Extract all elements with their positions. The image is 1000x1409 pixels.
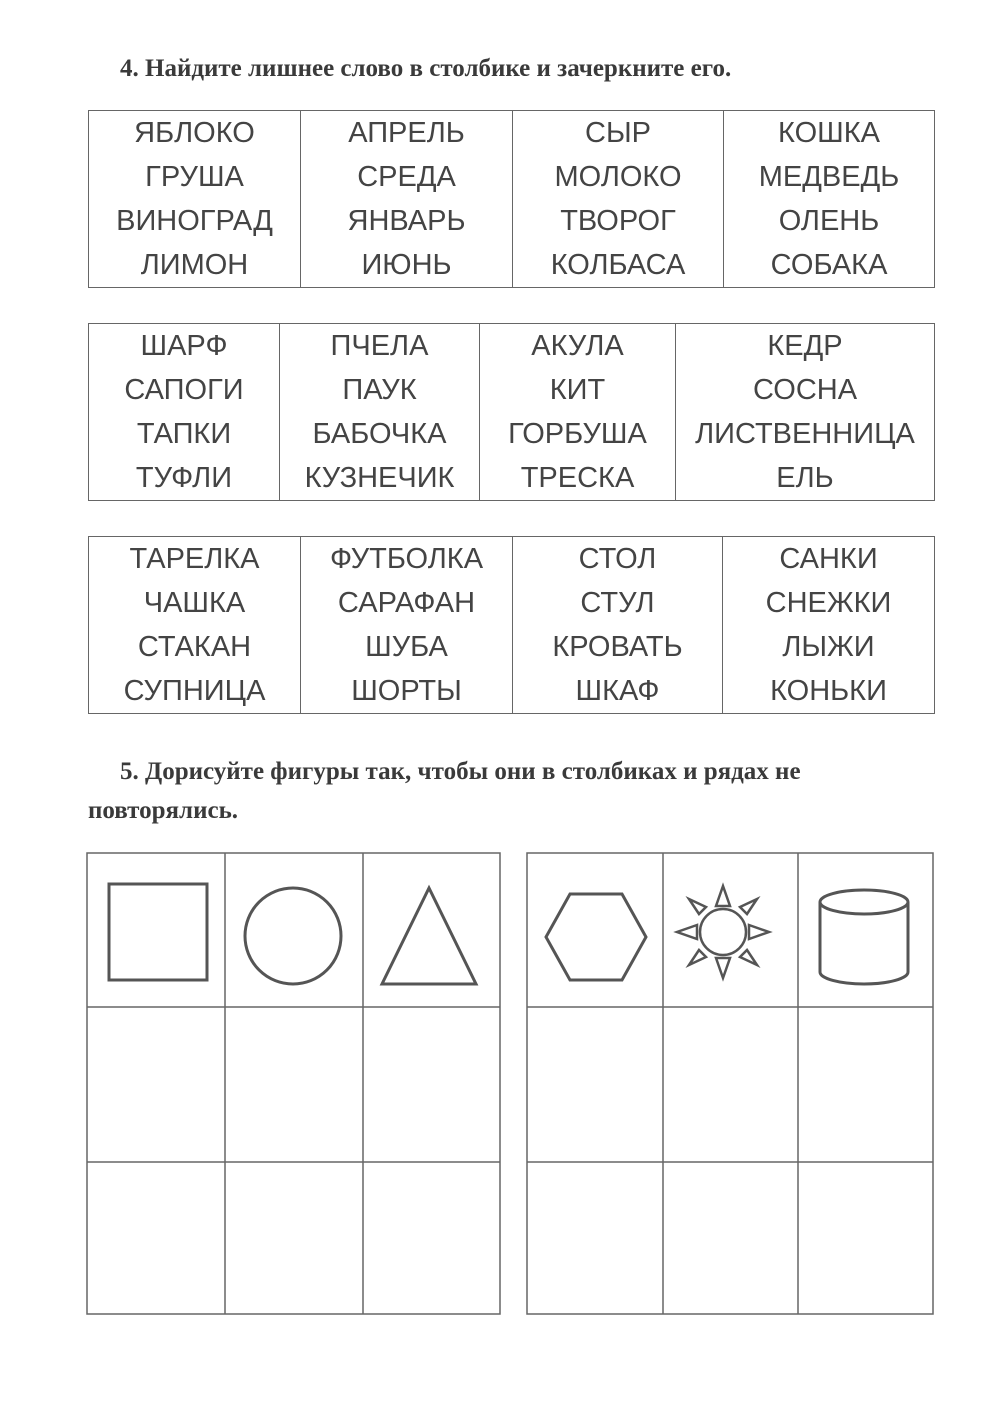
answer-cell[interactable] xyxy=(798,1162,933,1314)
word-item[interactable]: ИЮНЬ xyxy=(361,249,452,281)
word-column xyxy=(280,324,480,501)
answer-cell[interactable] xyxy=(87,1007,225,1162)
answer-cell[interactable] xyxy=(87,1162,225,1314)
word-item[interactable]: СОБАКА xyxy=(770,249,888,281)
circle-icon xyxy=(245,888,341,984)
task-4-title: 4. Найдите лишнее слово в столбике и зачеркните его. xyxy=(120,55,732,82)
word-item[interactable]: ТУФЛИ xyxy=(135,462,233,494)
word-item[interactable]: ТВОРОГ xyxy=(560,205,676,237)
answer-cell[interactable] xyxy=(363,1007,500,1162)
word-item[interactable]: КРОВАТЬ xyxy=(552,631,683,663)
word-item[interactable]: ШУБА xyxy=(365,631,448,663)
shape-grid-left xyxy=(86,852,502,1316)
word-item[interactable]: ТАРЕЛКА xyxy=(129,543,260,575)
word-item[interactable]: ЧАШКА xyxy=(143,587,246,619)
word-item[interactable]: ШКАФ xyxy=(575,675,660,707)
word-item[interactable]: КОЛБАСА xyxy=(550,249,686,281)
word-table-1 xyxy=(88,110,935,288)
word-table-2 xyxy=(88,323,935,501)
word-item[interactable]: ПАУК xyxy=(342,374,417,406)
square-icon xyxy=(109,884,207,980)
word-item[interactable]: САНКИ xyxy=(779,543,878,575)
word-item[interactable]: ФУТБОЛКА xyxy=(329,543,484,575)
answer-cell[interactable] xyxy=(225,1162,363,1314)
word-table-3 xyxy=(88,536,935,714)
answer-cell[interactable] xyxy=(225,1007,363,1162)
word-item[interactable]: ЛИСТВЕННИЦА xyxy=(695,418,915,450)
hexagon-icon xyxy=(546,894,646,980)
word-item[interactable]: ВИНОГРАД xyxy=(116,205,273,237)
word-item[interactable]: СРЕДА xyxy=(357,161,456,193)
word-column xyxy=(513,537,723,714)
answer-cell[interactable] xyxy=(798,1007,933,1162)
word-item[interactable]: ЛИМОН xyxy=(140,249,249,281)
shape-grid-right xyxy=(526,852,936,1316)
word-item[interactable]: ГРУША xyxy=(145,161,244,193)
word-item[interactable]: КУЗНЕЧИК xyxy=(304,462,455,494)
word-item[interactable]: ЯНВАРЬ xyxy=(347,205,466,237)
word-item[interactable]: АКУЛА xyxy=(531,330,624,362)
word-item[interactable]: СТАКАН xyxy=(137,631,252,663)
task-5-title: 5. Дорисуйте фигуры так, чтобы они в столбиках и рядах не повторялись. xyxy=(88,758,801,824)
word-column xyxy=(301,537,513,714)
word-column xyxy=(724,111,935,288)
word-item[interactable]: КЕДР xyxy=(767,330,843,362)
word-item[interactable]: БАБОЧКА xyxy=(312,418,447,450)
word-column xyxy=(301,111,513,288)
word-item[interactable]: КОШКА xyxy=(778,117,880,149)
word-item[interactable]: СЫР xyxy=(585,117,651,149)
word-item[interactable]: ЛЫЖИ xyxy=(782,631,875,663)
word-column xyxy=(480,324,676,501)
word-column xyxy=(89,111,301,288)
word-item[interactable]: КОНЬКИ xyxy=(770,675,887,707)
word-item[interactable]: АПРЕЛЬ xyxy=(348,117,465,149)
word-item[interactable]: ТАПКИ xyxy=(136,418,232,450)
word-item[interactable]: САРАФАН xyxy=(337,587,476,619)
answer-cell[interactable] xyxy=(663,1162,798,1314)
word-item[interactable]: КИТ xyxy=(549,374,606,406)
word-item[interactable]: ЯБЛОКО xyxy=(134,117,255,149)
word-column xyxy=(723,537,935,714)
answer-cell[interactable] xyxy=(363,1162,500,1314)
word-item[interactable]: САПОГИ xyxy=(124,374,244,406)
word-item[interactable]: ПЧЕЛА xyxy=(330,330,429,362)
word-item[interactable]: ШОРТЫ xyxy=(351,675,462,707)
word-item[interactable]: СТУЛ xyxy=(580,587,655,619)
word-item[interactable]: МОЛОКО xyxy=(554,161,682,193)
word-column xyxy=(513,111,724,288)
word-item[interactable]: СУПНИЦА xyxy=(123,675,266,707)
word-item[interactable]: СТОЛ xyxy=(578,543,657,575)
sun-icon xyxy=(677,886,769,978)
triangle-icon xyxy=(382,888,476,984)
word-item[interactable]: ГОРБУША xyxy=(508,418,647,450)
answer-cell[interactable] xyxy=(527,1007,663,1162)
cylinder-icon xyxy=(820,890,908,984)
word-item[interactable]: ТРЕСКА xyxy=(520,462,635,494)
word-item[interactable]: ШАРФ xyxy=(140,330,228,362)
word-item[interactable]: СОСНА xyxy=(752,374,858,406)
word-item[interactable]: ЕЛЬ xyxy=(776,462,834,494)
word-column xyxy=(89,537,301,714)
answer-cell[interactable] xyxy=(663,1007,798,1162)
word-column xyxy=(89,324,280,501)
word-item[interactable]: СНЕЖКИ xyxy=(765,587,892,619)
word-item[interactable]: МЕДВЕДЬ xyxy=(758,161,900,193)
answer-cell[interactable] xyxy=(527,1162,663,1314)
word-item[interactable]: ОЛЕНЬ xyxy=(778,205,880,237)
word-column xyxy=(676,324,935,501)
